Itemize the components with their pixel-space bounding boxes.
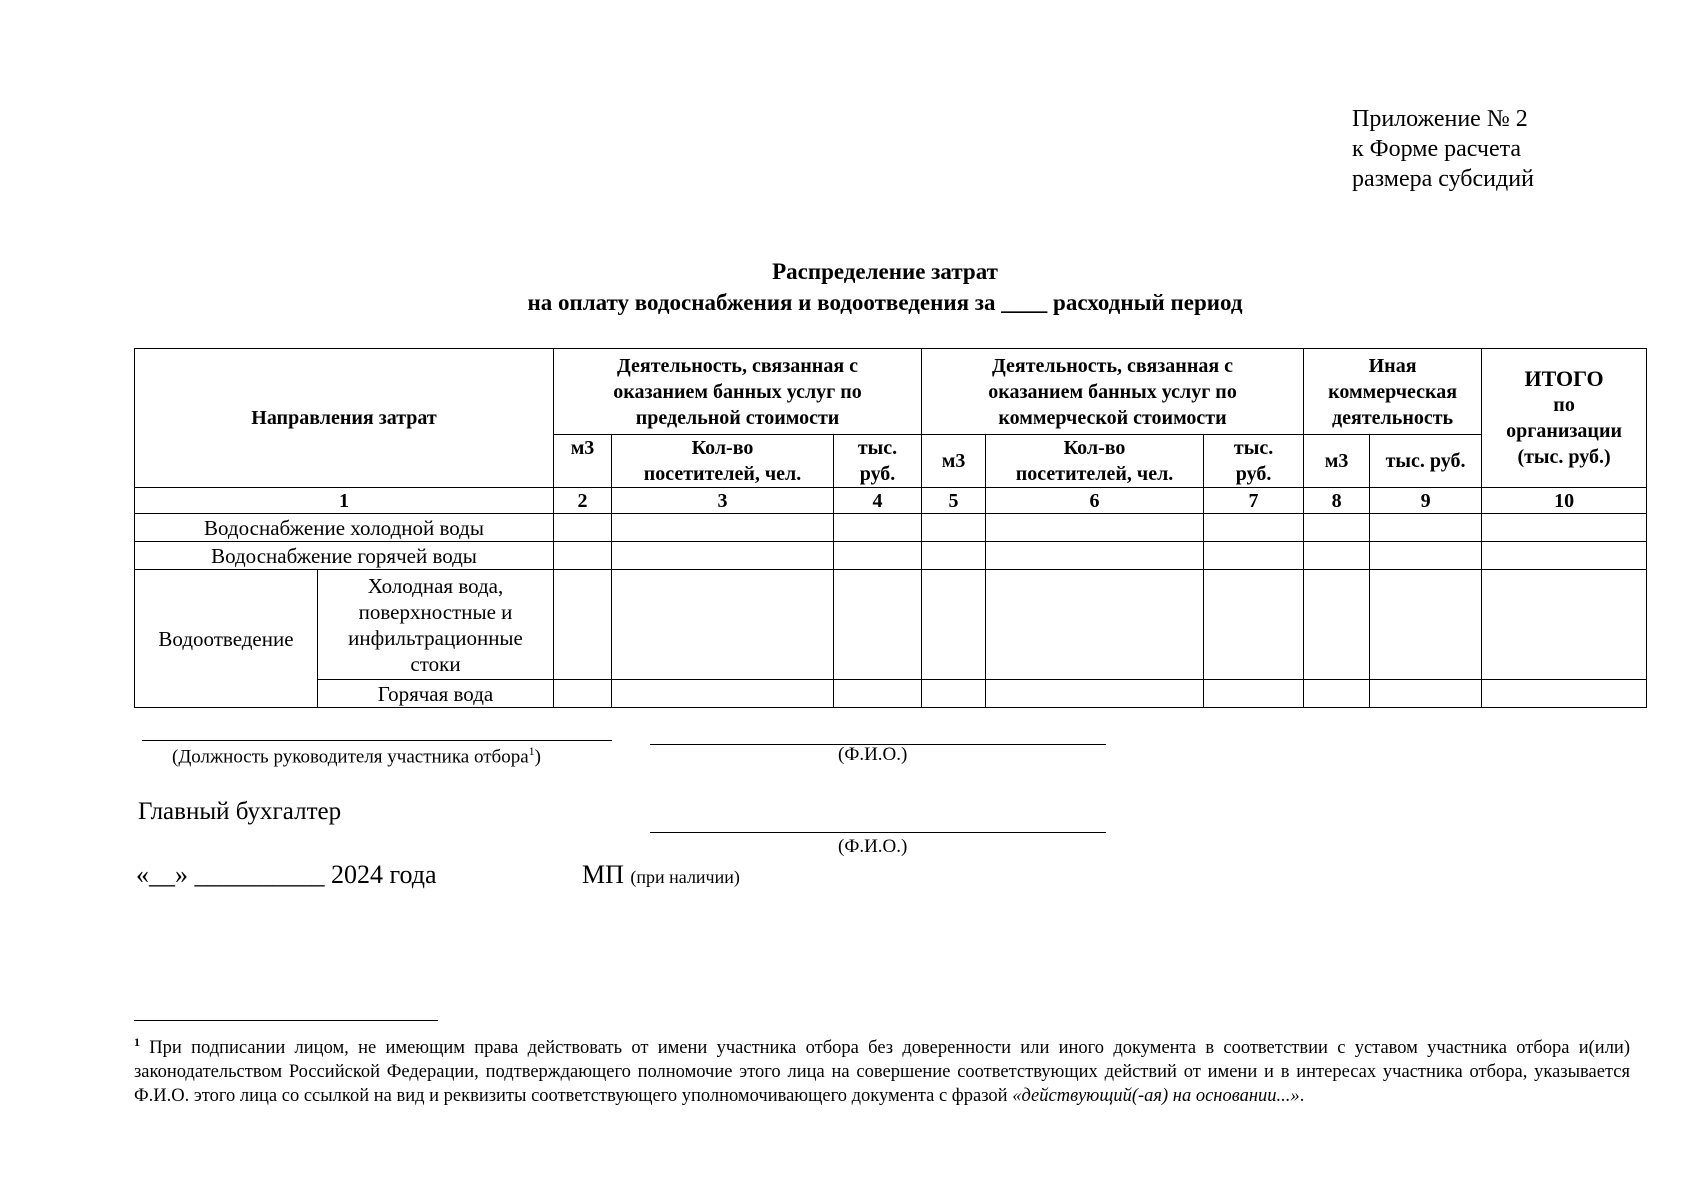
col-number-6: 6 xyxy=(986,488,1204,514)
fio-caption: (Ф.И.О.) xyxy=(838,744,908,765)
row-label-drainage-hot: Горячая вода xyxy=(318,680,554,708)
footnote-italic-phrase: «действующий(-ая) на основании...» xyxy=(1012,1086,1300,1107)
table-cell xyxy=(834,514,922,542)
fio-signature-line-2 xyxy=(650,832,1106,833)
table-cell xyxy=(554,680,612,708)
position-caption: (Должность руководителя участника отбора$^1$) xyxy=(172,744,541,768)
appendix-note xyxy=(1352,104,1534,194)
table-cell xyxy=(1304,570,1370,680)
title-line-2: на оплату водоснабжения и водоотведения за ____ расходный период xyxy=(527,290,1243,315)
footnote-marker: 1 xyxy=(134,1035,140,1049)
stamp-placeholder xyxy=(582,860,740,890)
col-number-2: 2 xyxy=(554,488,612,514)
col-number-5: 5 xyxy=(922,488,986,514)
footnote-divider xyxy=(134,1020,438,1021)
col-number-9: 9 xyxy=(1370,488,1482,514)
table-cell xyxy=(986,514,1204,542)
row-label-cold-water: Водоснабжение холодной воды xyxy=(135,514,554,542)
table-cell xyxy=(1482,570,1647,680)
table-cell xyxy=(1204,680,1304,708)
sub-visitors-limited: Кол-во посетителей, чел. xyxy=(612,435,834,488)
table-cell xyxy=(1482,542,1647,570)
table-cell xyxy=(612,680,834,708)
header-group-total xyxy=(1482,349,1647,488)
sub-visitors-commercial: Кол-во посетителей, чел. xyxy=(986,435,1204,488)
table-cell xyxy=(1304,680,1370,708)
appendix-line-2: к Форме расчета xyxy=(1352,136,1522,162)
header-directions: Направления затрат xyxy=(135,349,554,488)
table-row xyxy=(135,542,1647,570)
table-cell xyxy=(834,570,922,680)
table-cell xyxy=(986,680,1204,708)
table-cell xyxy=(834,542,922,570)
table-cell xyxy=(554,570,612,680)
table-cell xyxy=(834,680,922,708)
cost-distribution-table xyxy=(134,348,1647,708)
table-cell xyxy=(612,514,834,542)
position-signature-line xyxy=(142,740,612,741)
table-cell xyxy=(1370,514,1482,542)
col-number-8: 8 xyxy=(1304,488,1370,514)
appendix-line-3: размера субсидий xyxy=(1352,166,1534,192)
table-cell xyxy=(1304,542,1370,570)
table-cell xyxy=(1204,542,1304,570)
sub-rub-other: тыс. руб. xyxy=(1370,435,1482,488)
sub-m3-commercial: м3 xyxy=(922,435,986,488)
col-number-7: 7 xyxy=(1204,488,1304,514)
row-label-hot-water: Водоснабжение горячей воды xyxy=(135,542,554,570)
fio-caption-2: (Ф.И.О.) xyxy=(838,836,908,857)
table-row xyxy=(135,514,1647,542)
sub-m3-limited: м3 xyxy=(554,435,612,488)
table-cell xyxy=(554,542,612,570)
col-number-10: 10 xyxy=(1482,488,1647,514)
table-row xyxy=(135,570,1647,680)
header-group-other: Иная коммерческая деятельность xyxy=(1304,349,1482,435)
total-sub-2: организации xyxy=(1506,420,1622,442)
table-cell xyxy=(922,570,986,680)
footnote: $^1$ При подписании лицом, не имеющим права действовать от имени участника отбора без доверенности или иного документа в соответствии с уставом участника отбора и(или) законодательством Российской Федерации, подтверждающего полномочие этого лица на совершение соответствующих действий от имени и в интересах участника отбора, указывается Ф.И.О. этого лица со ссылкой на вид и реквизиты соответствующего уполномочивающего документа с фразой «действующий(-ая) на основании...». xyxy=(134,1035,1630,1107)
col-number-3: 3 xyxy=(612,488,834,514)
sub-m3-other: м3 xyxy=(1304,435,1370,488)
table-cell xyxy=(922,514,986,542)
mp-label: МП xyxy=(582,860,624,889)
total-label: ИТОГО xyxy=(1524,366,1604,391)
footnote-ref: 1 xyxy=(528,744,535,758)
table-cell xyxy=(922,542,986,570)
footnote-text: При подписании лицом, не имеющим права действовать от имени участника отбора без доверенности или иного документа в соответствии с уставом участника отбора и(или) законодательством Российской Федерации, подтверждающего полномочие этого лица на совершение соответствующих действий от имени и в интересах участника отбора, указывается Ф.И.О. этого лица со ссылкой на вид и реквизиты соответствующего уполномочивающего документа с фразой xyxy=(134,1038,1630,1107)
table-cell xyxy=(1304,514,1370,542)
col-number-1: 1 xyxy=(135,488,554,514)
chief-accountant-label: Главный бухгалтер xyxy=(138,798,342,825)
date-line: «__» __________ 2024 года xyxy=(136,860,437,889)
table-cell xyxy=(1204,570,1304,680)
table-cell xyxy=(1482,514,1647,542)
table-cell xyxy=(922,680,986,708)
table-cell xyxy=(554,514,612,542)
sub-rub-limited: тыс. руб. xyxy=(834,435,922,488)
table-cell xyxy=(1204,514,1304,542)
sub-rub-commercial: тыс. руб. xyxy=(1204,435,1304,488)
appendix-line-1: Приложение № 2 xyxy=(1352,106,1528,132)
col-number-4: 4 xyxy=(834,488,922,514)
table-cell xyxy=(1370,680,1482,708)
title-line-1: Распределение затрат xyxy=(772,259,998,284)
total-sub-1: по xyxy=(1553,394,1575,416)
document-title xyxy=(0,256,1682,318)
table-cell xyxy=(986,570,1204,680)
table-cell xyxy=(986,542,1204,570)
table-cell xyxy=(1482,680,1647,708)
row-label-drainage: Водоотведение xyxy=(135,570,318,708)
total-sub-3: (тыс. руб.) xyxy=(1517,446,1611,468)
row-label-drainage-cold: Холодная вода, поверхностные и инфильтрационные стоки xyxy=(318,570,554,680)
table-cell xyxy=(612,542,834,570)
table-cell xyxy=(612,570,834,680)
table-cell xyxy=(1370,542,1482,570)
header-group-limited: Деятельность, связанная с оказанием банных услуг по предельной стоимости xyxy=(554,349,922,435)
header-group-commercial: Деятельность, связанная с оказанием банных услуг по коммерческой стоимости xyxy=(922,349,1304,435)
table-row xyxy=(135,680,1647,708)
mp-note: (при наличии) xyxy=(630,867,740,887)
table-cell xyxy=(1370,570,1482,680)
